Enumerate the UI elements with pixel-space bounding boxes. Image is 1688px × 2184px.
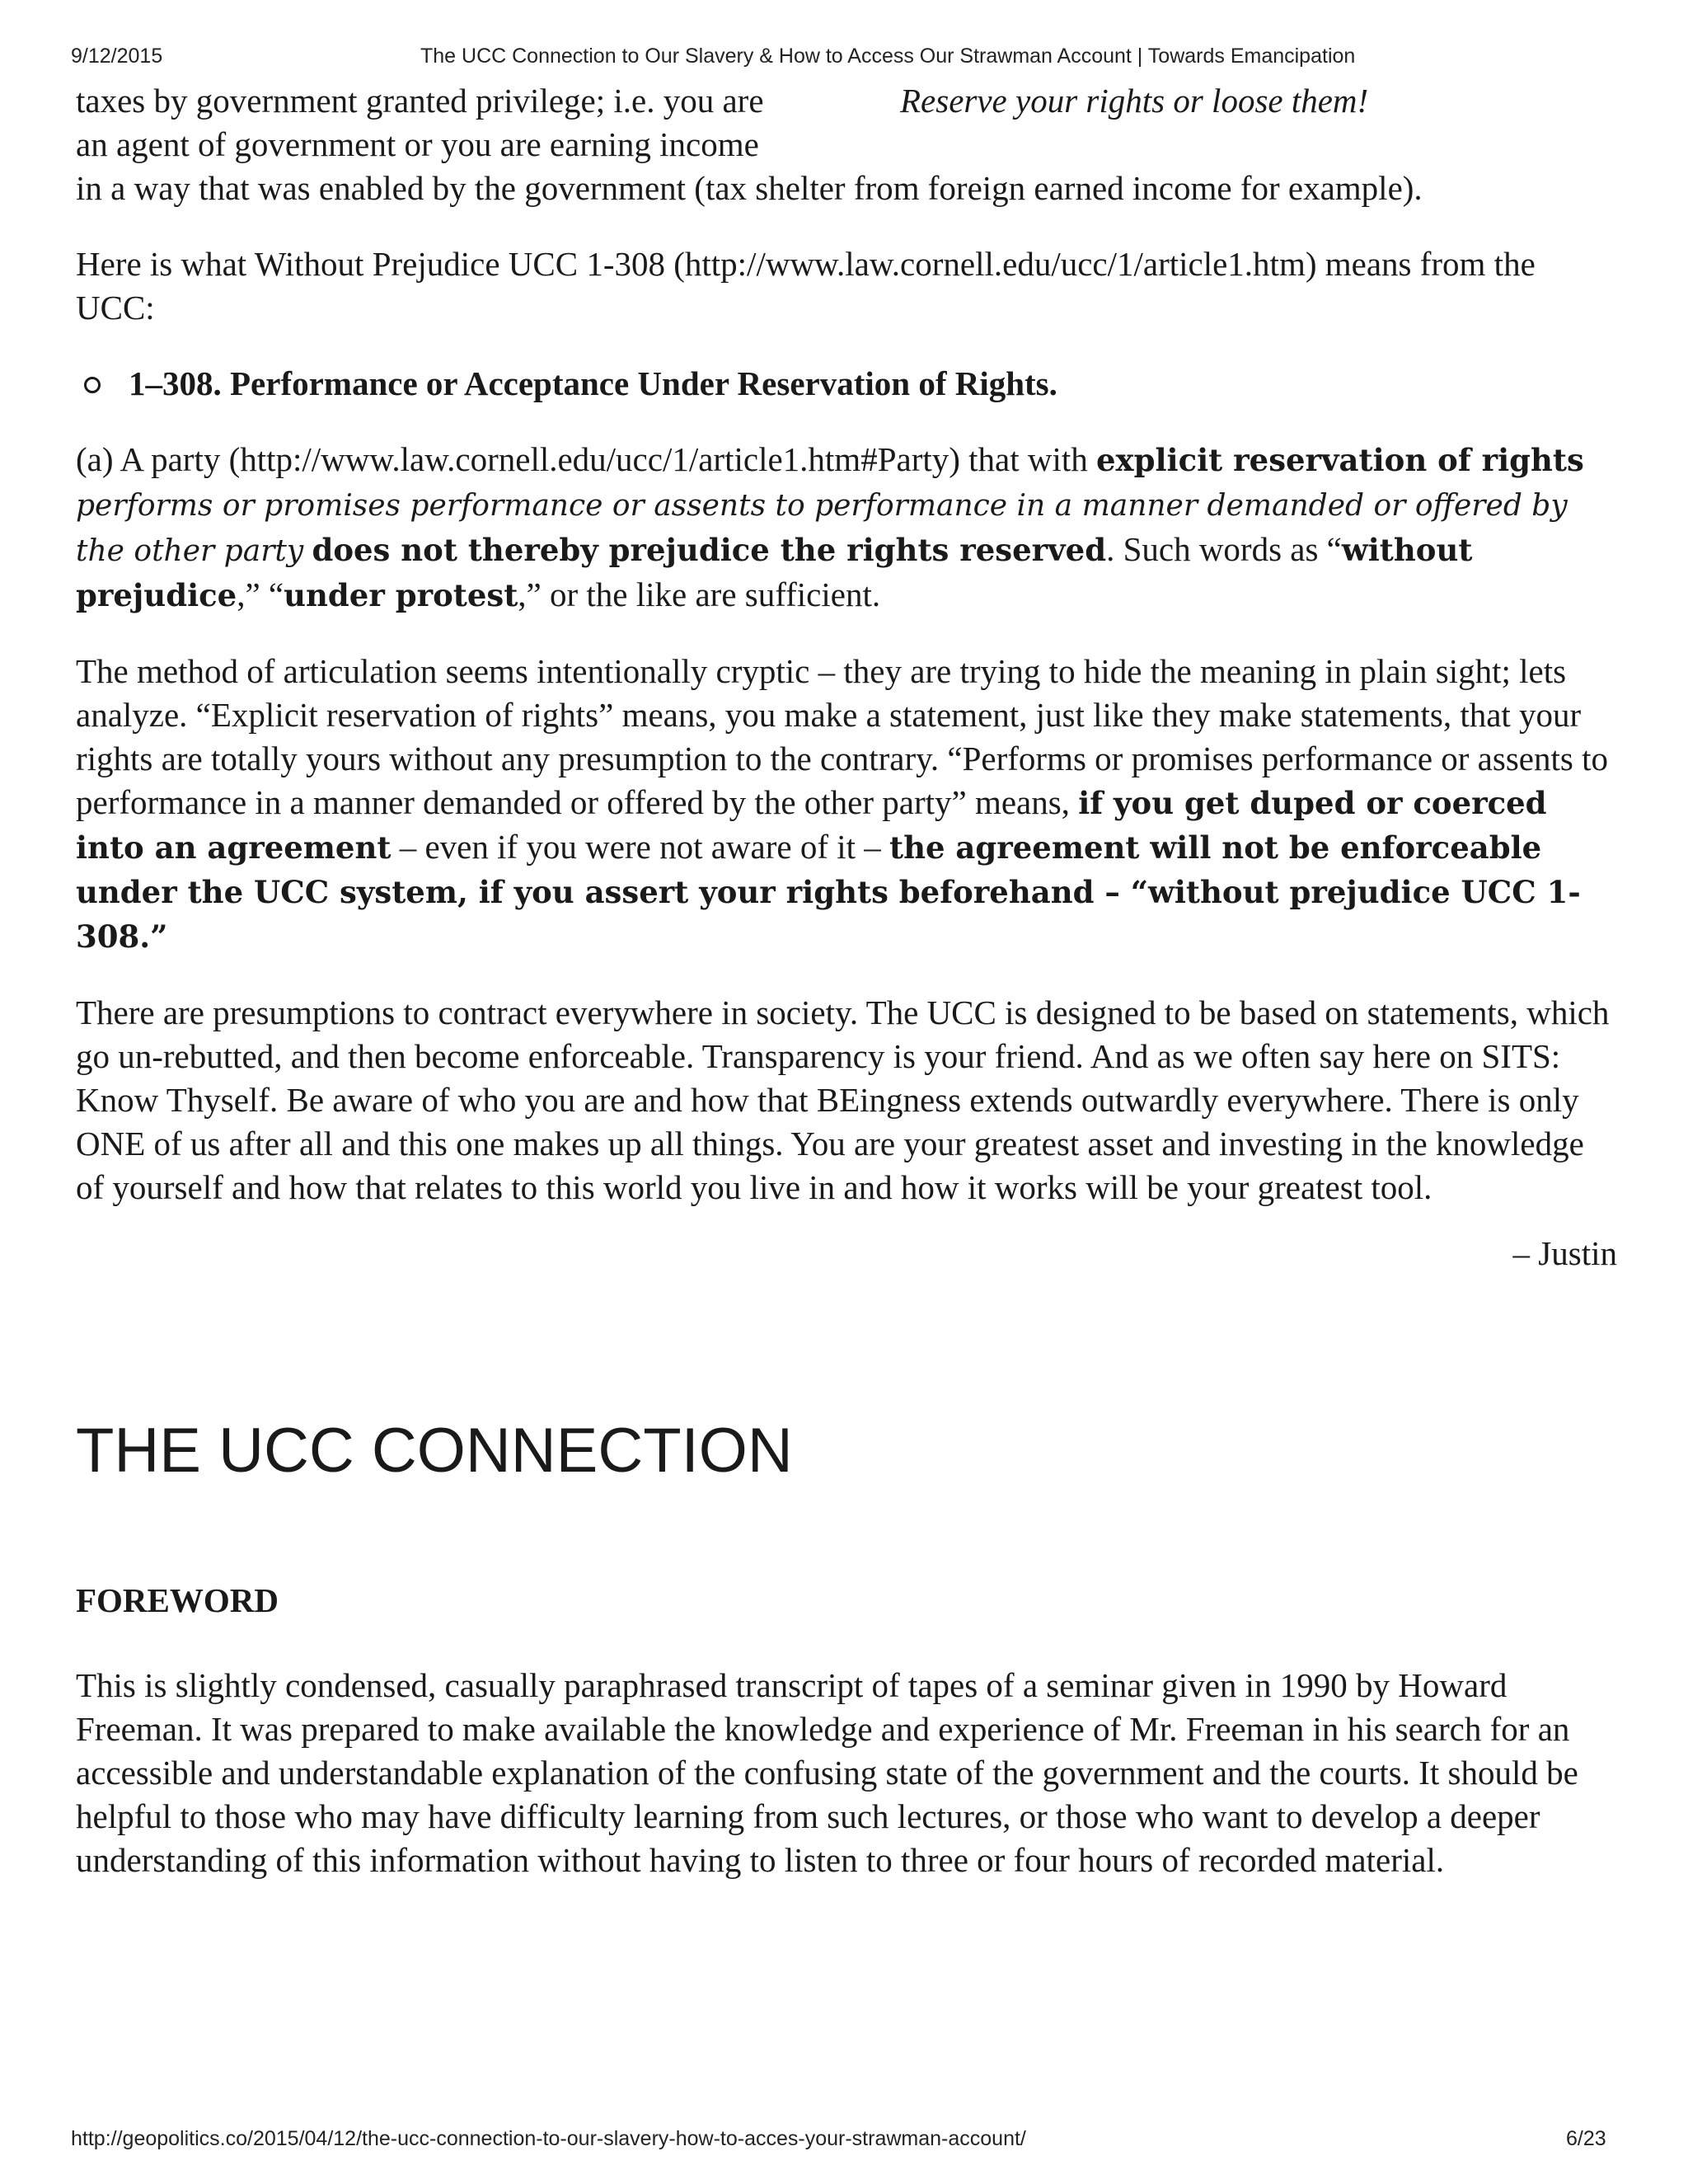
intro-line-3: in a way that was enabled by the government (tax shelter from foreign earned income for example). (76, 169, 1423, 207)
intro-line-1: taxes by government granted privilege; i.e. you are (76, 82, 764, 120)
page-number: 6/23 (1566, 2127, 1606, 2150)
emphasis-text: explicit reservation of rights (1096, 442, 1584, 478)
foreword-heading: FOREWORD (76, 1581, 279, 1619)
analysis-paragraph: The method of articulation seems intentionally cryptic – they are trying to hide the meaning in plain sight; lets analyze. “Explicit reservation of rights” means, you make a statement, just like they make statements, that your rights are totally yours without any presumption to the contrary. “Performs or promises performance or assents to performance in a manner demanded or offered by the other party” means, if you get duped or coerced into an agreement – even if you were not aware of it – the agreement will not be enforceable under the UCC system, if you assert your rights beforehand – “without prejudice UCC 1-308.” (76, 652, 1608, 955)
italic-text: performs or promises performance or assents to performance in a manner demanded or offered by the other party (76, 489, 1568, 568)
emphasis-text: the agreement will not be enforceable under the UCC system, if you assert your rights beforehand – “without prejudice UCC 1-308.” (76, 829, 1581, 955)
bullet-heading: 1–308. Performance or Acceptance Under Reservation of Rights. (129, 364, 1057, 402)
list-item (76, 362, 1617, 406)
author-signature: – Justin (1512, 1234, 1617, 1272)
emphasis-text: if you get duped or coerced into an agreement (76, 785, 1547, 866)
section-a-text: (a) A party (http://www.law.cornell.edu/ucc/1/article1.htm#Party) that with (76, 440, 1097, 478)
emphasis-text: under protest (284, 577, 518, 613)
pull-quote: Reserve your rights or loose them! (900, 82, 1369, 120)
emphasis-text: without prejudice (76, 532, 1473, 613)
presumptions-paragraph: There are presumptions to contract everywhere in society. The UCC is designed to be based on statements, which go un-rebutted, and then become enforceable. Transparency is your friend. And as we often say here on SITS: Know Thyself. Be aware of who you are and how that BEingness extends outwardly everywhere. There is only ONE of us after all and this one makes up all things. You are your greatest asset and investing in the knowledge of yourself and how that relates to this world you live in and how it works will be your greatest tool. (76, 993, 1610, 1206)
intro-paragraph (76, 79, 1617, 210)
article-body (76, 79, 1617, 1914)
intro-line-2: an agent of government or you are earning income (76, 125, 759, 163)
hollow-bullet-icon (84, 377, 101, 393)
section-a-paragraph: (a) A party (http://www.law.cornell.edu/ucc/1/article1.htm#Party) that with explicit reservation of rights performs or promises performance or assents to performance in a manner demanded or offered by the other party does not thereby prejudice the rights reserved. Such words as “without prejudice,” “under protest,” or the like are sufficient. (76, 440, 1584, 613)
section-title: THE UCC CONNECTION (76, 1416, 793, 1486)
print-date: 9/12/2015 (71, 45, 163, 68)
prejudice-paragraph: Here is what Without Prejudice UCC 1-308 (http://www.law.cornell.edu/ucc/1/article1.htm) means from the UCC: (76, 245, 1536, 326)
foreword-paragraph: This is slightly condensed, casually paraphrased transcript of tapes of a seminar given in 1990 by Howard Freeman. It was prepared to make available the knowledge and experience of Mr. Freeman in his search for an accessible and understandable explanation of the confusing state of the government and the courts. It should be helpful to those who may have difficulty learning from such lectures, or those who want to develop a deeper understanding of this information without having to listen to three or four hours of recorded material. (76, 1666, 1578, 1879)
page-url: http://geopolitics.co/2015/04/12/the-ucc-connection-to-our-slavery-how-to-acces-your-strawman-account/ (71, 2127, 1026, 2150)
emphasis-text: does not thereby prejudice the rights reserved (312, 532, 1107, 568)
print-page-title: The UCC Connection to Our Slavery & How to Access Our Strawman Account | Towards Emancipation (420, 45, 1356, 68)
